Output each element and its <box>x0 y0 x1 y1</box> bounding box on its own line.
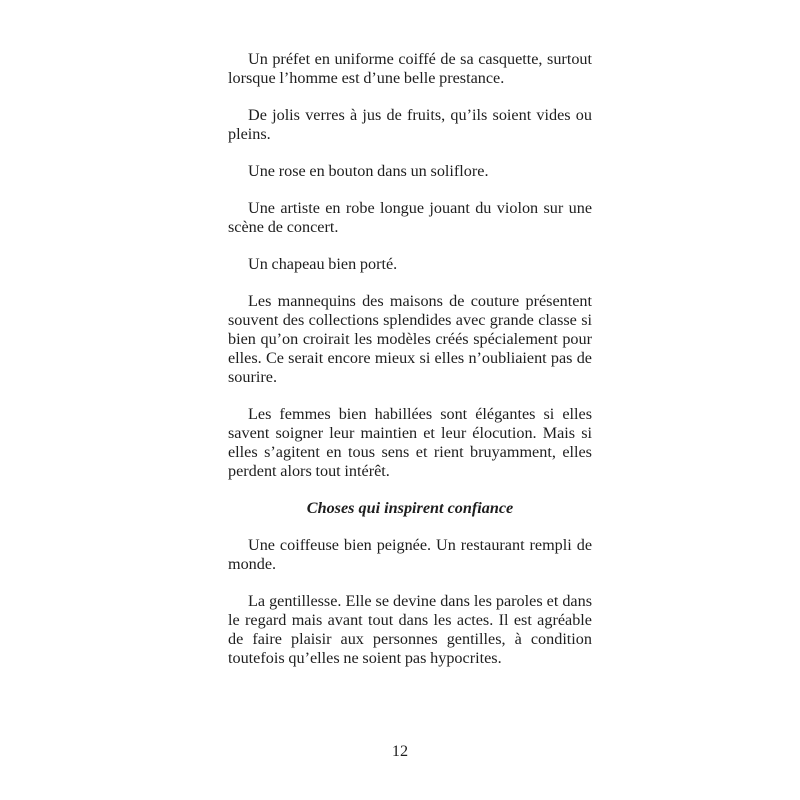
paragraph: Une coiffeuse bien peignée. Un restaurant rempli de monde. <box>228 536 592 573</box>
paragraph: Une rose en bouton dans un soliflore. <box>248 162 489 180</box>
paragraph: Un préfet en uniforme coiffé de sa casquette, surtout lorsque l’homme est d’une belle prestance. <box>228 50 592 87</box>
page-body <box>228 50 592 668</box>
paragraph: Une artiste en robe longue jouant du violon sur une scène de concert. <box>228 199 592 236</box>
page-number: 12 <box>391 742 409 760</box>
section-heading: Choses qui inspirent confiance <box>306 499 514 517</box>
paragraph: La gentillesse. Elle se devine dans les paroles et dans le regard mais avant tout dans les actes. Il est agréable de faire plaisir aux personnes gentilles, à condition toutefois qu’elles ne soient pas hypocrites. <box>228 592 592 667</box>
paragraph: Les mannequins des maisons de couture présentent souvent des collections splendides avec grande classe si bien qu’on croirait les modèles créés spécialement pour elles. Ce serait encore mieux si elles n’oubliaient pas de sourire. <box>228 292 592 386</box>
paragraph: Un chapeau bien porté. <box>248 255 398 273</box>
paragraph: De jolis verres à jus de fruits, qu’ils soient vides ou pleins. <box>228 106 592 143</box>
paragraph: Les femmes bien habillées sont élégantes si elles savent soigner leur maintien et leur élocution. Mais si elles s’agitent en tous sens et rient bruyamment, elles perdent alors tout intérêt. <box>228 405 592 480</box>
